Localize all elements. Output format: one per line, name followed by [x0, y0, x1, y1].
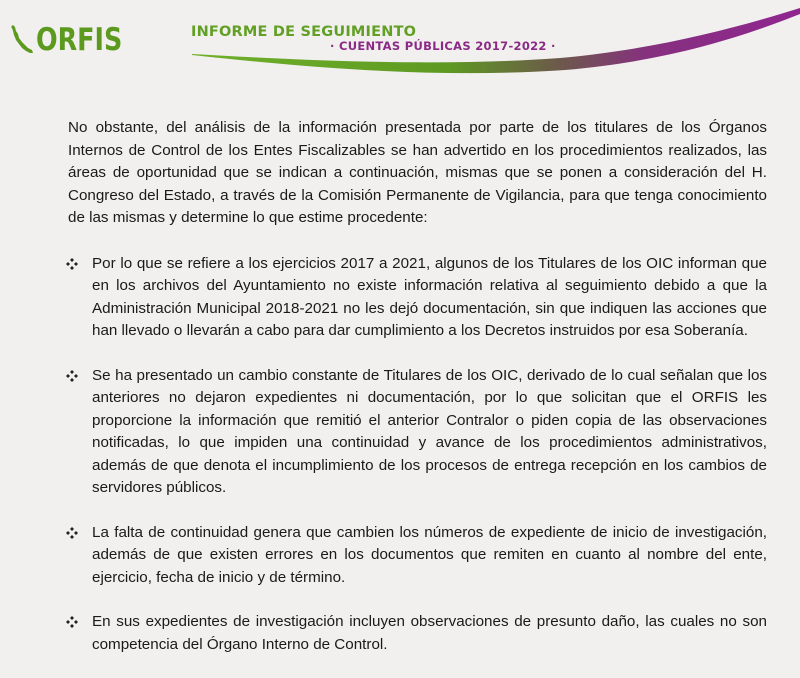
list-item: [66, 253, 767, 343]
intro-paragraph: No obstante, del análisis de la información presentada por parte de los titulares de los Órganos Internos de Control de los Entes Fiscalizables se han advertido en los procedimientos realizados, las áreas de oportunidad que se indican a continuación, mismas que se ponen a consideración del H. Congreso del Estado, a través de la Comisión Permanente de Vigilancia, para que tenga conocimiento de las mismas y determine lo que estime procedente:: [68, 119, 767, 226]
document-header: [0, 0, 800, 80]
list-item-text: La falta de continuidad genera que cambien los números de expediente de inicio de investigación, además de que existen errores en los documentos que remiten en cuanto al nombre del ente, ejercicio, fecha de inicio y de término.: [92, 523, 767, 586]
findings-list: [68, 253, 767, 657]
orfis-logo: [10, 20, 141, 60]
report-subtitle: · CUENTAS PÚBLICAS 2017-2022 ·: [330, 39, 556, 53]
list-item-text: En sus expedientes de investigación incluyen observaciones de presunto daño, las cuales no son competencia del Órgano Interno de Control.: [92, 613, 767, 653]
four-diamond-bullet-icon: [66, 258, 78, 270]
list-item-text: Se ha presentado un cambio constante de Titulares de los OIC, derivado de lo cual señalan que los anteriores no dejaron expedientes ni documentación, por lo que solicitan que el ORFIS les proporcione la información que remitió el anterior Contralor o piden copia de las observaciones notificadas, lo que impiden una continuidad y avance de los procedimientos administrativos, además de que denota el incumplimiento de los procesos de entrega recepción en los cambios de servidores públicos.: [92, 366, 767, 496]
list-item: [66, 611, 767, 656]
report-title: INFORME DE SEGUIMIENTO: [191, 24, 417, 40]
document-body: [68, 117, 767, 678]
list-item-text: Por lo que se refiere a los ejercicios 2017 a 2021, algunos de los Titulares de los OIC informan que en los archivos del Ayuntamiento no existe información relativa al seguimiento debido a que la Administración Municipal 2018-2021 no les dejó documentación, sin que indiquen las acciones que han llevado o llevarán a cabo para dar cumplimiento a los Decretos instruidos por esa Soberanía.: [92, 254, 767, 339]
four-diamond-bullet-icon: [66, 370, 78, 382]
four-diamond-bullet-icon: [66, 527, 78, 539]
list-item: [66, 522, 767, 590]
four-diamond-bullet-icon: [66, 616, 78, 628]
list-item: [66, 365, 767, 500]
logo-text: ORFIS: [36, 21, 123, 58]
veracruz-map-icon: [10, 25, 34, 55]
